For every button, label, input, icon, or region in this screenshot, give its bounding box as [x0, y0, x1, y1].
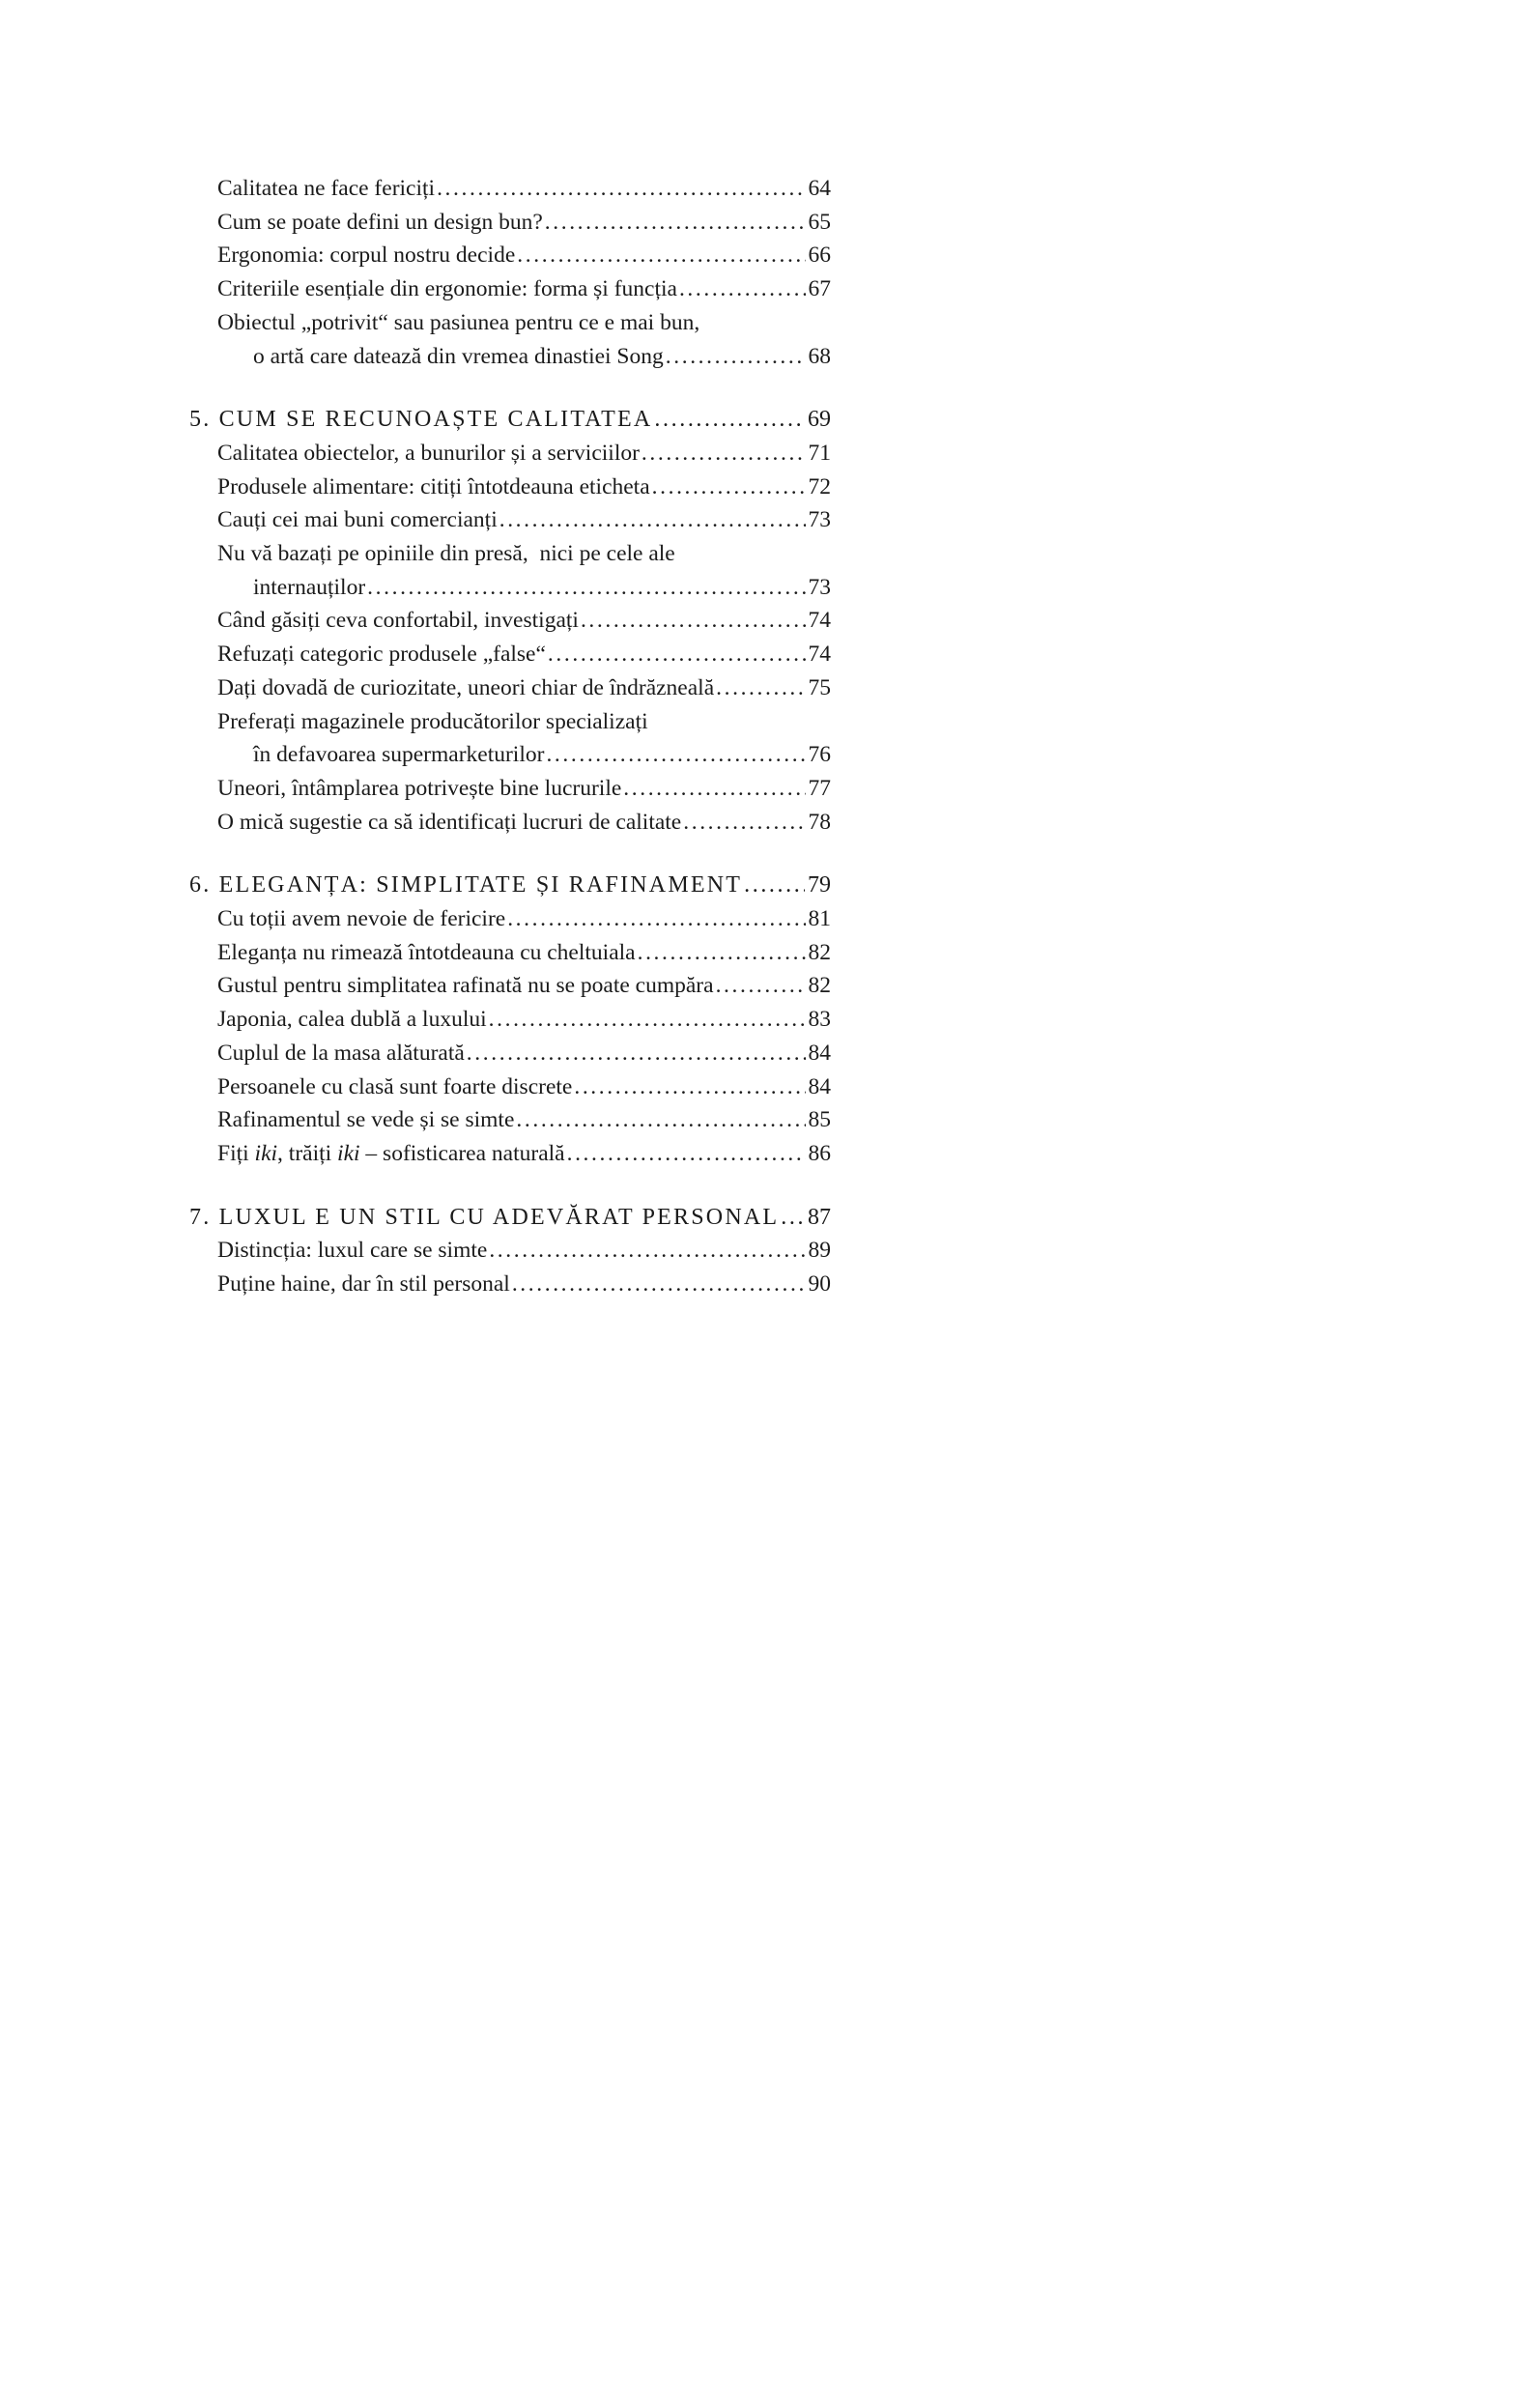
dot-leader	[507, 902, 805, 936]
toc-entry-line	[189, 671, 831, 705]
dot-leader	[623, 772, 805, 806]
toc-entry-line	[189, 471, 831, 504]
entry-page-number: 66	[808, 242, 831, 269]
toc-entry-line	[189, 1234, 831, 1268]
entry-page-number: 73	[808, 574, 831, 600]
entry-title: Cu toții avem nevoie de fericire	[217, 906, 506, 932]
toc-section	[189, 403, 831, 839]
dot-leader	[654, 403, 805, 437]
dot-leader	[499, 503, 806, 537]
entry-title: Puține haine, dar în stil personal	[217, 1271, 510, 1298]
entry-page-number: 76	[808, 742, 831, 768]
entry-title-italic-segment: iki	[254, 1140, 278, 1166]
entry-title: Eleganța nu rimează întotdeauna cu cheltuiala	[217, 939, 636, 965]
entry-page-number: 85	[808, 1107, 831, 1133]
chapter-page-number: 69	[808, 407, 831, 433]
toc-entry-line	[189, 340, 831, 374]
dot-leader	[652, 471, 806, 504]
toc-entry-line	[189, 172, 831, 206]
entry-page-number: 72	[808, 473, 831, 499]
entry-page-number: 82	[808, 939, 831, 965]
toc-entry-line	[189, 503, 831, 537]
dot-leader	[512, 1268, 806, 1301]
entry-title-segment: , trăiți	[277, 1140, 338, 1166]
entry-title: Cum se poate defini un design bun?	[217, 209, 543, 235]
toc-section	[189, 1201, 831, 1301]
toc-entry-line	[189, 206, 831, 240]
entry-page-number: 84	[808, 1073, 831, 1099]
toc-entry-line	[189, 638, 831, 671]
dot-leader	[716, 969, 806, 1003]
toc-section	[189, 869, 831, 1170]
entry-title: Produsele alimentare: citiți întotdeauna eticheta	[217, 473, 650, 499]
dot-leader	[467, 1037, 806, 1070]
entry-page-number: 83	[808, 1007, 831, 1033]
entry-title: Gustul pentru simplitatea rafinată nu se poate cumpăra	[217, 973, 714, 999]
entry-title-italic-segment: iki	[337, 1140, 360, 1166]
entry-page-number: 75	[808, 674, 831, 700]
dot-leader	[642, 437, 806, 471]
entry-page-number: 68	[808, 343, 831, 369]
dot-leader	[546, 738, 805, 772]
entry-title: Dați dovadă de curiozitate, uneori chiar de îndrăzneală	[217, 674, 715, 700]
toc-entry-line	[189, 902, 831, 936]
entry-title: internauților	[253, 574, 366, 600]
entry-page-number: 82	[808, 973, 831, 999]
entry-title: Uneori, întâmplarea potrivește bine lucrurile	[217, 775, 622, 801]
entry-page-number: 86	[808, 1140, 831, 1166]
toc-entry-line	[189, 1137, 831, 1171]
entry-title: Calitatea ne face fericiți	[217, 176, 436, 201]
dot-leader	[567, 1137, 806, 1171]
chapter-page-number: 87	[808, 1204, 831, 1230]
toc-entry-line	[189, 306, 831, 340]
entry-page-number: 65	[808, 209, 831, 235]
dot-leader	[781, 1201, 805, 1235]
dot-leader	[638, 936, 806, 970]
entry-title: O mică sugestie ca să identificați lucruri de calitate	[217, 809, 682, 835]
entry-title-segment: – sofisticarea naturală	[359, 1140, 565, 1166]
entry-title: Ergonomia: corpul nostru decide	[217, 242, 516, 269]
entry-title: Japonia, calea dublă a luxului	[217, 1007, 487, 1033]
dot-leader	[716, 671, 805, 705]
toc-entry-line	[189, 239, 831, 272]
entry-title: Distincția: luxul care se simte	[217, 1238, 488, 1264]
entry-page-number: 74	[808, 608, 831, 634]
entry-title: Cauți cei mai buni comercianți	[217, 507, 498, 533]
entry-page-number: 67	[808, 276, 831, 302]
toc-entry-line	[189, 936, 831, 970]
entry-page-number: 74	[808, 642, 831, 668]
dot-leader	[683, 806, 805, 840]
chapter-page-number: 79	[808, 872, 831, 898]
dot-leader	[548, 638, 806, 671]
entry-title: Refuzați categoric produsele „false“	[217, 642, 546, 668]
dot-leader	[517, 239, 805, 272]
entry-title-segment: Fiți	[217, 1140, 255, 1166]
entry-title: Criteriile esențiale din ergonomie: forma și funcția	[217, 276, 677, 302]
entry-title: Obiectul „potrivit“ sau pasiunea pentru ce e mai bun,	[217, 309, 700, 335]
entry-title	[217, 1137, 565, 1171]
dot-leader	[545, 206, 806, 240]
toc-entry-line	[189, 437, 831, 471]
entry-title: o artă care datează din vremea dinastiei Song	[253, 343, 664, 369]
chapter-heading-row	[189, 1201, 831, 1235]
entry-title: Persoanele cu clasă sunt foarte discrete	[217, 1073, 573, 1099]
entry-page-number: 90	[808, 1271, 831, 1298]
dot-leader	[679, 272, 806, 306]
toc-entry-line	[189, 1070, 831, 1104]
toc-entry-line	[189, 1037, 831, 1070]
toc-entry-line	[189, 1103, 831, 1137]
dot-leader	[489, 1003, 806, 1037]
dot-leader	[744, 869, 805, 902]
entry-page-number: 78	[808, 809, 831, 835]
chapter-heading-row	[189, 869, 831, 902]
entry-title: Rafinamentul se vede și se simte	[217, 1107, 515, 1133]
entry-page-number: 77	[808, 775, 831, 801]
entry-title: Preferați magazinele producătorilor specializați	[217, 708, 648, 734]
toc-entry-line	[189, 969, 831, 1003]
entry-page-number: 73	[808, 507, 831, 533]
toc-entry-line	[189, 604, 831, 638]
chapter-heading: 7. LUXUL E UN STIL CU ADEVĂRAT PERSONAL	[189, 1204, 780, 1230]
dot-leader	[367, 571, 805, 605]
toc-entry-line	[189, 272, 831, 306]
toc-entry-line	[189, 806, 831, 840]
toc-entry-line	[189, 571, 831, 605]
entry-page-number: 64	[808, 176, 831, 201]
entry-title: în defavoarea supermarketurilor	[253, 742, 545, 768]
entry-page-number: 84	[808, 1040, 831, 1066]
entry-title: Când găsiți ceva confortabil, investigați	[217, 608, 579, 634]
toc-entry-line	[189, 738, 831, 772]
entry-title: Nu vă bazați pe opiniile din presă, nici pe cele ale	[217, 541, 675, 567]
entry-title: Calitatea obiectelor, a bunurilor și a serviciilor	[217, 440, 640, 466]
dot-leader	[574, 1070, 805, 1104]
chapter-heading: 5. CUM SE RECUNOAȘTE CALITATEA	[189, 407, 653, 433]
chapter-heading-row	[189, 403, 831, 437]
chapter-heading: 6. ELEGANȚA: SIMPLITATE ȘI RAFINAMENT	[189, 872, 743, 898]
dot-leader	[489, 1234, 805, 1268]
toc-entry-line	[189, 772, 831, 806]
entry-page-number: 71	[808, 440, 831, 466]
toc-entry-line	[189, 537, 831, 571]
table-of-contents	[189, 172, 831, 1301]
entry-page-number: 81	[808, 906, 831, 932]
toc-entry-line	[189, 705, 831, 739]
entry-title: Cuplul de la masa alăturată	[217, 1040, 465, 1066]
toc-entry-line	[189, 1268, 831, 1301]
toc-entry-line	[189, 1003, 831, 1037]
dot-leader	[516, 1103, 805, 1137]
dot-leader	[666, 340, 806, 374]
dot-leader	[437, 172, 805, 206]
toc-section	[189, 172, 831, 373]
entry-page-number: 89	[808, 1238, 831, 1264]
dot-leader	[581, 604, 806, 638]
